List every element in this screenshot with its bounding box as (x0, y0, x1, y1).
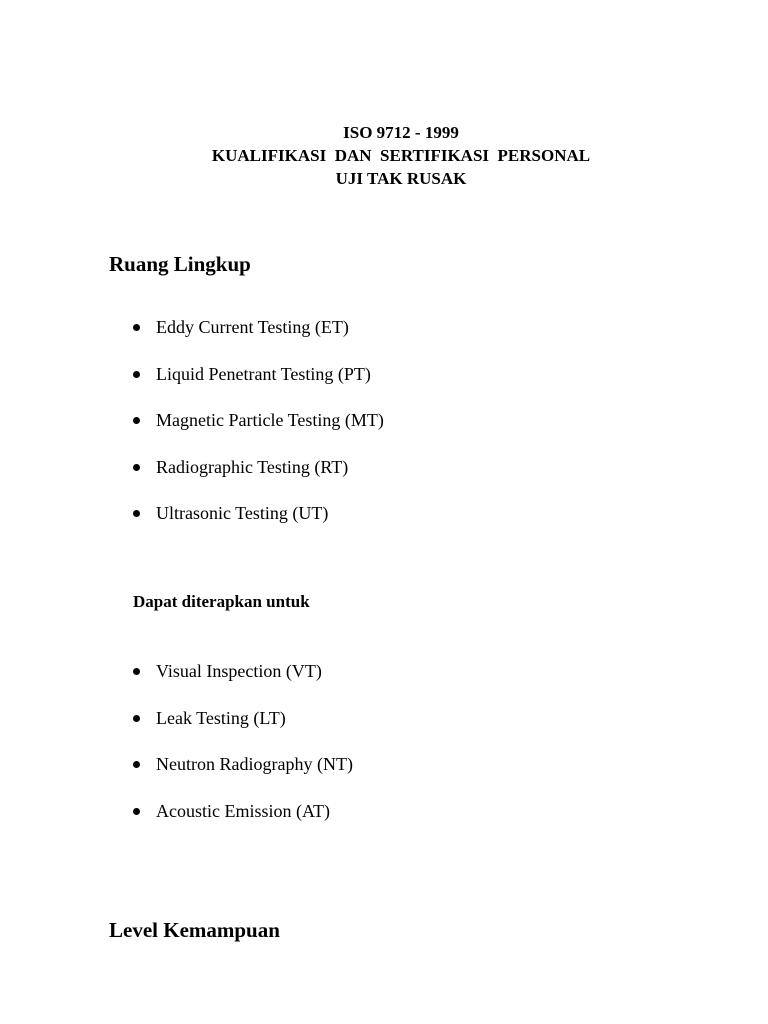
list-item-text: Magnetic Particle Testing (MT) (156, 410, 384, 430)
applicable-heading: Dapat diterapkan untuk (133, 592, 310, 611)
bullet-icon (133, 464, 140, 471)
bullet-icon (133, 808, 140, 815)
bullet-icon (133, 761, 140, 768)
bullet-icon (133, 715, 140, 722)
title-line-standard: ISO 9712 - 1999 (343, 123, 459, 142)
list-item-text: Neutron Radiography (NT) (156, 754, 353, 774)
list-item-text: Acoustic Emission (AT) (156, 800, 330, 821)
list-item-text: Visual Inspection (VT) (156, 661, 322, 681)
bullet-icon (133, 324, 140, 331)
list-item-text: Eddy Current Testing (ET) (156, 317, 349, 337)
list-item-text: Leak Testing (LT) (156, 707, 286, 728)
title-line-field: UJI TAK RUSAK (335, 169, 467, 188)
bullet-icon (133, 417, 140, 424)
list-item-text: Radiographic Testing (RT) (156, 456, 349, 477)
title-line-subject: KUALIFIKASI DAN SERTIFIKASI PERSONAL (211, 146, 591, 165)
bullet-icon (133, 371, 140, 378)
scope-heading: Ruang Lingkup (109, 252, 251, 276)
list-item-text: Ultrasonic Testing (UT) (156, 503, 329, 523)
document-title (0, 121, 768, 190)
list-item-text: Liquid Penetrant Testing (PT) (156, 363, 371, 384)
bullet-icon (133, 668, 140, 675)
level-heading: Level Kemampuan (109, 918, 280, 942)
bullet-icon (133, 510, 140, 517)
